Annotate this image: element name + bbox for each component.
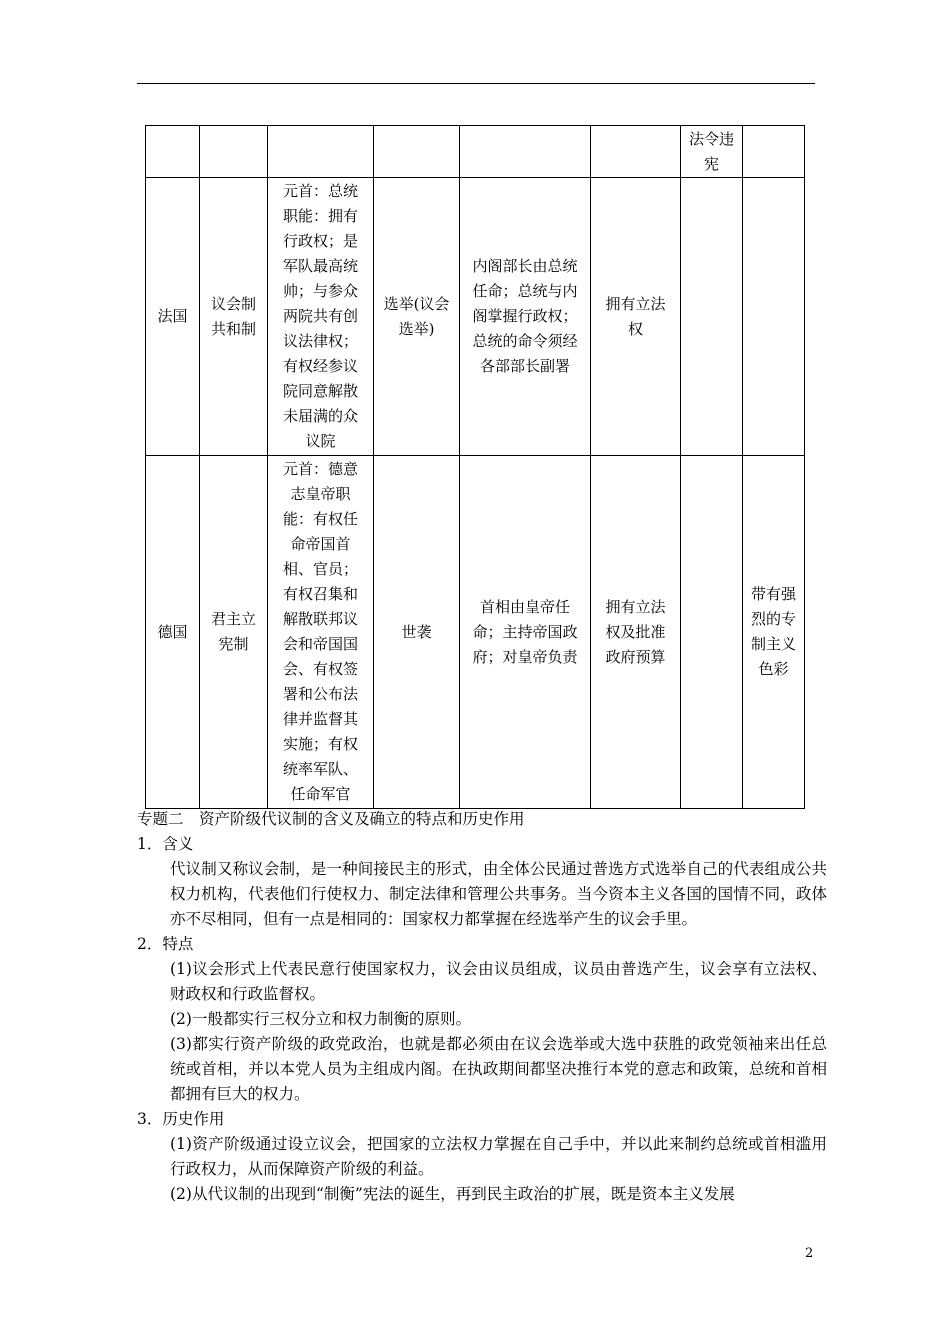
section-heading: 1．含义 [137,835,194,853]
table-cell [268,126,374,178]
table-row [146,456,805,809]
table-cell [200,126,268,178]
table-cell: 元首：德意志皇帝职能：有权任命帝国首相、官员；有权召集和解散联邦议会和帝国国会、有权签署和公布法律并监督其实施；有权统率军队、任命军官 [268,456,374,809]
paragraph: (3)都实行资产阶级的政党政治，也就是都必须由在议会选举或大选中获胜的政党领袖来出任总统或首相，并以本党人员为主组成内阁。在执政期间都坚决推行本党的意志和政策，总统和首相都拥有巨大的权力。 [170,1035,827,1103]
table-cell: 法令违宪 [681,126,743,178]
table-cell [374,126,460,178]
table-row [146,178,805,456]
paragraph: (1)资产阶级通过设立议会，把国家的立法权力掌握在自己手中，并以此来制约总统或首相滥用行政权力，从而保障资产阶级的利益。 [170,1135,827,1178]
table-cell: 选举(议会选举) [374,178,460,456]
table-cell: 议会制共和制 [200,178,268,456]
table-cell: 法国 [146,178,200,456]
page-number: 2 [805,1246,814,1261]
table-cell: 首相由皇帝任命；主持帝国政府；对皇帝负责 [460,456,591,809]
table-cell [681,178,743,456]
paragraph: (2)从代议制的出现到“制衡”宪法的诞生，再到民主政治的扩展，既是资本主义发展 [170,1185,735,1203]
paragraph: (2)一般都实行三权分立和权力制衡的原则。 [170,1010,471,1028]
table-cell [146,126,200,178]
table-cell: 内阁部长由总统任命；总统与内阁掌握行政权；总统的命令须经各部部长副署 [460,178,591,456]
table-cell: 德国 [146,456,200,809]
header-rule [137,83,815,84]
government-comparison-table [145,125,805,809]
table-cell [681,456,743,809]
section-heading: 3．历史作用 [137,1110,225,1128]
table-cell: 世袭 [374,456,460,809]
table-cell: 拥有立法权 [591,178,681,456]
table-cell [743,178,805,456]
topic-title: 专题二 资产阶级代议制的含义及确立的特点和历史作用 [137,810,525,828]
main-text [137,807,827,1207]
table-cell: 带有强烈的专制主义色彩 [743,456,805,809]
table-cell [460,126,591,178]
table-cell: 元首：总统职能：拥有行政权；是军队最高统帅；与参众两院共有创议法律权；有权经参议院同意解散未届满的众议院 [268,178,374,456]
paragraph: 代议制又称议会制，是一种间接民主的形式，由全体公民通过普选方式选举自己的代表组成公共权力机构，代表他们行使权力、制定法律和管理公共事务。当今资本主义各国的国情不同，政体亦不尽相同，但有一点是相同的：国家权力都掌握在经选举产生的议会手里。 [170,860,827,928]
table-cell [591,126,681,178]
section-heading: 2．特点 [137,935,194,953]
table-cell [743,126,805,178]
table-cell: 拥有立法权及批准政府预算 [591,456,681,809]
table-row [146,126,805,178]
table-cell: 君主立宪制 [200,456,268,809]
paragraph: (1)议会形式上代表民意行使国家权力，议会由议员组成，议员由普选产生，议会享有立法权、财政权和行政监督权。 [170,960,827,1003]
